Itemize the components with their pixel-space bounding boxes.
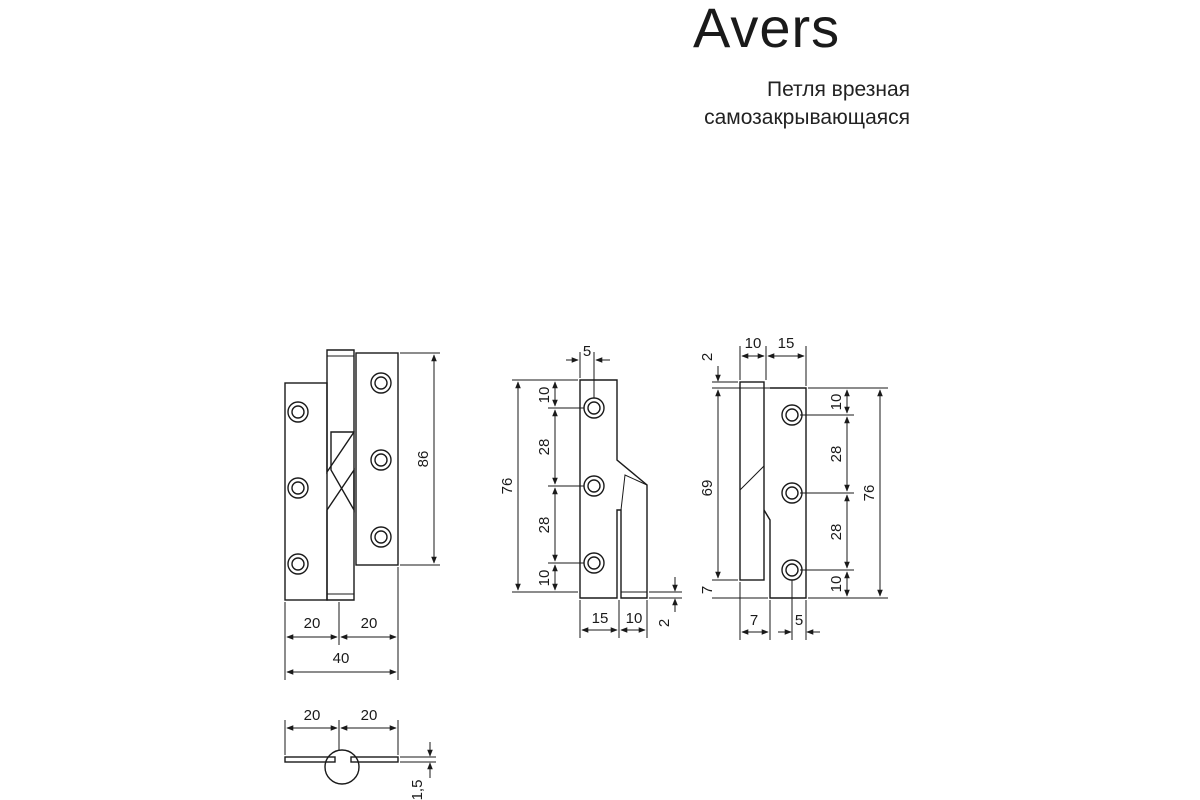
side-a-bottom-gap: 2 [656, 618, 673, 628]
side-b-left-bottom: 7 [699, 585, 716, 595]
front-width-left: 20 [303, 615, 321, 632]
top-view [285, 707, 436, 800]
caption-line-1: Петля врезная [766, 78, 910, 101]
side-b-knuckle [740, 382, 764, 580]
side-view-a [499, 343, 682, 638]
front-left-leaf [285, 383, 327, 600]
side-a-spacing-1: 10 [536, 386, 553, 404]
front-knuckle-bottom [327, 470, 354, 600]
side-b-top-w1: 10 [744, 335, 762, 352]
side-b-left-height: 69 [699, 479, 716, 497]
side-b-top-w2: 15 [777, 335, 795, 352]
side-b-spacing-1: 10 [828, 393, 845, 411]
side-a-spacing-3: 28 [536, 516, 553, 534]
side-a-top-offset: 5 [582, 343, 592, 360]
front-holes [288, 373, 391, 574]
side-view-b [699, 335, 888, 640]
front-width-right: 20 [360, 615, 378, 632]
side-b-bottom-w2: 5 [794, 612, 804, 629]
side-a-spacing-2: 28 [536, 438, 553, 456]
top-width-right: 20 [360, 707, 378, 724]
brand-name: Avers [693, 0, 841, 59]
side-b-leaf [764, 388, 806, 598]
side-b-spacing-4: 10 [828, 575, 845, 593]
side-b-bottom-w1: 7 [749, 612, 759, 629]
side-a-bottom-w1: 15 [591, 610, 609, 627]
top-thickness-label: 1,5 [409, 779, 426, 800]
side-a-height: 76 [499, 477, 516, 495]
side-b-spacing-3: 28 [828, 523, 845, 541]
caption-line-2: самозакрывающаяся [704, 106, 910, 129]
side-b-top-gap: 2 [699, 352, 716, 362]
side-a-bottom-w2: 10 [625, 610, 643, 627]
front-width-total: 40 [332, 650, 350, 667]
side-b-spacing-2: 28 [828, 445, 845, 463]
side-a-spacing-4: 10 [536, 569, 553, 587]
top-view-knuckle [325, 750, 359, 784]
front-height-label: 86 [415, 450, 432, 468]
front-view [285, 350, 440, 680]
top-width-left: 20 [303, 707, 321, 724]
side-b-height: 76 [861, 484, 878, 502]
